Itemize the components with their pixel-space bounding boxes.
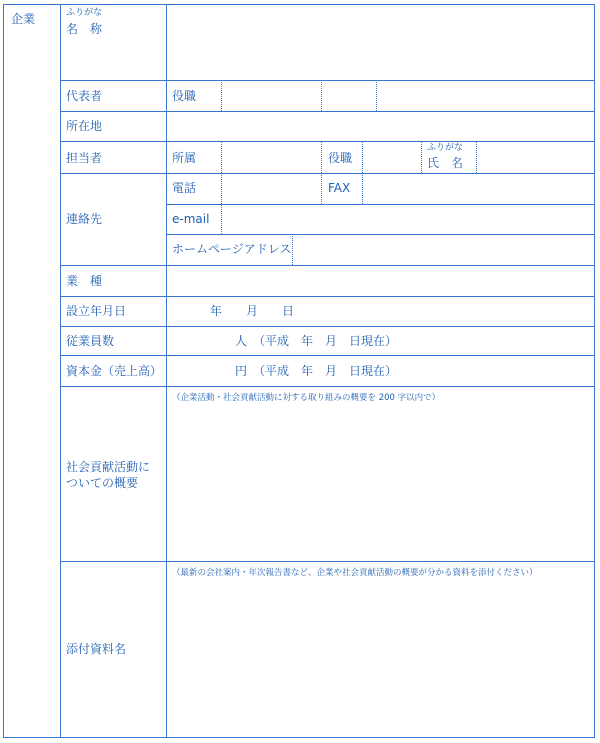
name-label: 名 称: [66, 22, 103, 36]
name-furigana-label: ふりがな: [66, 8, 103, 18]
divider: [321, 173, 322, 204]
fax-label: FAX: [328, 181, 351, 195]
address-label: 所在地: [66, 119, 103, 133]
rule: [594, 4, 595, 738]
homepage-label: ホームページアドレス: [172, 242, 292, 256]
cp-name-label: 氏 名: [427, 156, 464, 170]
contact-person-label: 担当者: [66, 151, 103, 165]
rule: [60, 355, 595, 356]
address-input[interactable]: [167, 112, 594, 141]
divider: [421, 141, 422, 173]
rep-title-label: 役職: [172, 89, 197, 103]
capital-label: 資本金（売上高）: [66, 364, 163, 378]
divider: [292, 234, 293, 265]
rule: [60, 173, 595, 174]
cp-title-label: 役職: [328, 151, 353, 165]
csr-input[interactable]: [167, 408, 594, 560]
divider: [362, 173, 363, 204]
cp-furigana-label: ふりがな: [427, 143, 464, 153]
email-label: e-mail: [172, 212, 210, 226]
representative-label: 代表者: [66, 89, 103, 103]
representative-input[interactable]: [377, 81, 594, 111]
rule: [166, 204, 595, 205]
rule: [60, 561, 595, 562]
attachment-note: （最新の会社案内・年次報告書など、企業や社会貢献活動の概要が分かる資料を添付ください）: [172, 568, 538, 578]
established-label: 設立年月日: [66, 304, 127, 318]
rule: [60, 386, 595, 387]
rule: [60, 326, 595, 327]
csr-note: （企業活動・社会貢献活動に対する取り組みの概要を 200 字以内で）: [172, 393, 441, 403]
divider: [362, 141, 363, 173]
dept-label: 所属: [172, 151, 197, 165]
capital-format: 円 （平成 年 月 日現在）: [235, 364, 398, 378]
section-label: 企業: [11, 12, 36, 26]
rule: [60, 141, 595, 142]
contact-label: 連絡先: [66, 212, 103, 226]
industry-input[interactable]: [167, 266, 594, 296]
attachment-label: 添付資料名: [66, 642, 127, 656]
divider: [476, 141, 477, 173]
divider: [221, 141, 222, 173]
rule: [60, 4, 61, 738]
rule: [166, 234, 595, 235]
attachment-input[interactable]: [167, 582, 594, 736]
divider: [321, 141, 322, 173]
rule: [3, 4, 4, 738]
name-input[interactable]: [167, 5, 594, 80]
employees-label: 従業員数: [66, 334, 115, 348]
rule: [60, 296, 595, 297]
established-format: 年 月 日: [210, 304, 295, 318]
csr-label: 社会貢献活動に: [66, 460, 151, 474]
divider: [321, 80, 322, 111]
divider: [221, 204, 222, 234]
employees-format: 人 （平成 年 月 日現在）: [235, 334, 398, 348]
divider: [221, 173, 222, 204]
rule: [3, 737, 595, 738]
csr-label-2: ついての概要: [66, 476, 139, 490]
divider: [221, 80, 222, 111]
industry-label: 業 種: [66, 274, 103, 288]
phone-label: 電話: [172, 181, 197, 195]
